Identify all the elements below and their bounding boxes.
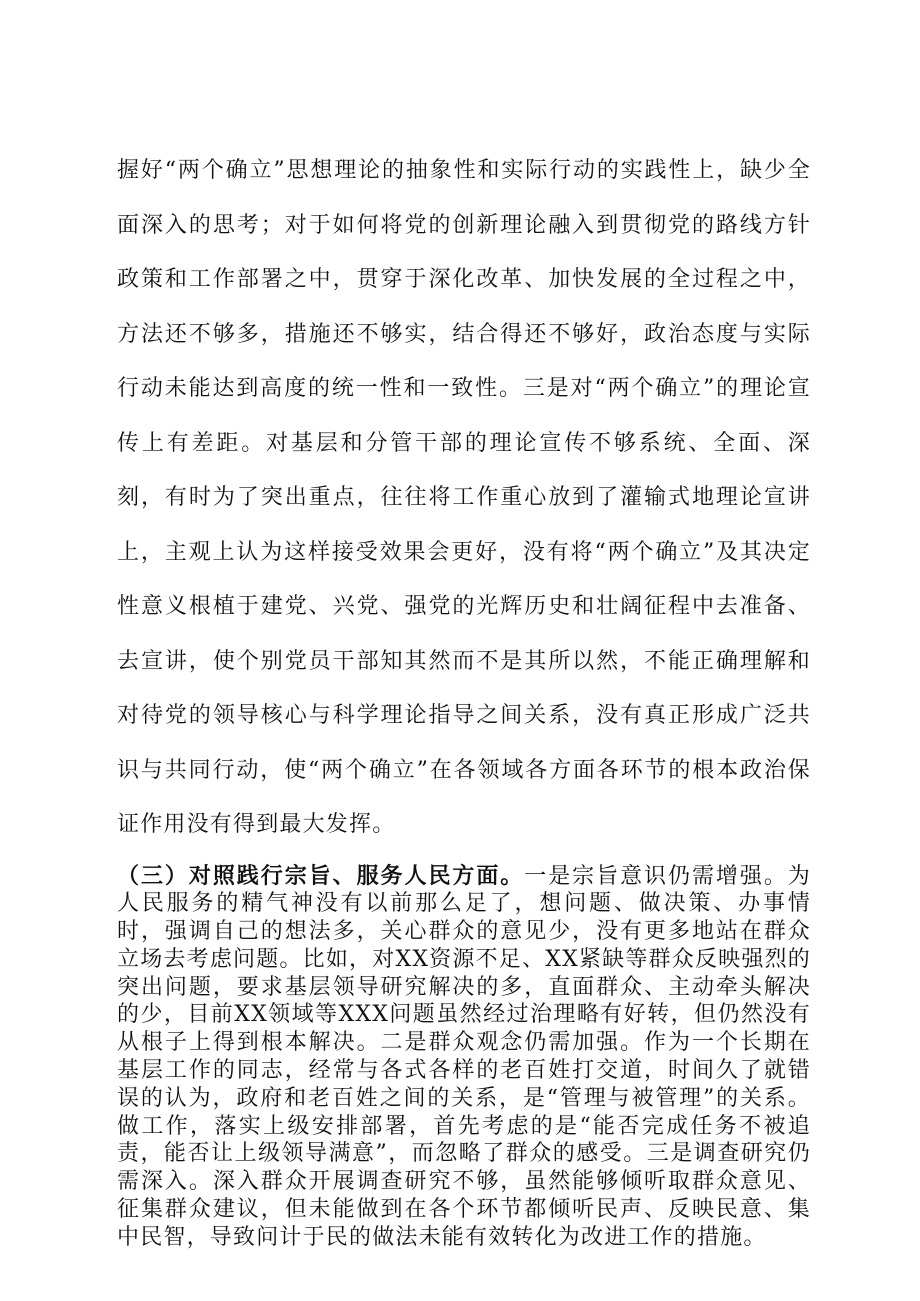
- paragraph-2-body: 一是宗旨意识仍需增强。为人民服务的精气神没有以前那么足了，想问题、做决策、办事情时，强调自己的想法多，关心群众的意见少，没有更多地站在群众立场去考虑问题。比如，对XX资源不足、XX紧缺等群众反映强烈的突出问题，要求基层领导研究解决的多，直面群众、主动牵头解决的少，目前XX领域等XXX问题虽然经过治理略有好转，但仍然没有从根子上得到根本解决。二是群众观念仍需加强。作为一个长期在基层工作的同志，经常与各式各样的老百姓打交道，时间久了就错误的认为，政府和老百姓之间的关系，是“管理与被管理”的关系。做工作，落实上级安排部署，首先考虑的是“能否完成任务不被追责，能否让上级领导满意”，而忽略了群众的感受。三是调查研究仍需深入。深入群众开展调查研究不够，虽然能够倾听取群众意见、征集群众建议，但未能做到在各个环节都倾听民声、反映民意、集中民智，导致问计于民的做法未能有效转化为改进工作的措施。: [117, 863, 811, 1250]
- section-heading: （三）对照践行宗旨、服务人民方面。: [117, 863, 525, 889]
- paragraph-2: [117, 863, 811, 1252]
- document-body: [117, 144, 811, 1252]
- paragraph-1: 握好“两个确立”思想理论的抽象性和实际行动的实践性上，缺少全面深入的思考；对于如何将党的创新理论融入到贯彻党的路线方针政策和工作部署之中，贯穿于深化改革、加快发展的全过程之中，方法还不够多，措施还不够实，结合得还不够好，政治态度与实际行动未能达到高度的统一性和一致性。三是对“两个确立”的理论宣传上有差距。对基层和分管干部的理论宣传不够系统、全面、深刻，有时为了突出重点，往往将工作重心放到了灌输式地理论宣讲上，主观上认为这样接受效果会更好，没有将“两个确立”及其决定性意义根植于建党、兴党、强党的光辉历史和壮阔征程中去准备、去宣讲，使个别党员干部知其然而不是其所以然，不能正确理解和对待党的领导核心与科学理论指导之间关系，没有真正形成广泛共识与共同行动，使“两个确立”在各领域各方面各环节的根本政治保证作用没有得到最大发挥。: [117, 158, 811, 837]
